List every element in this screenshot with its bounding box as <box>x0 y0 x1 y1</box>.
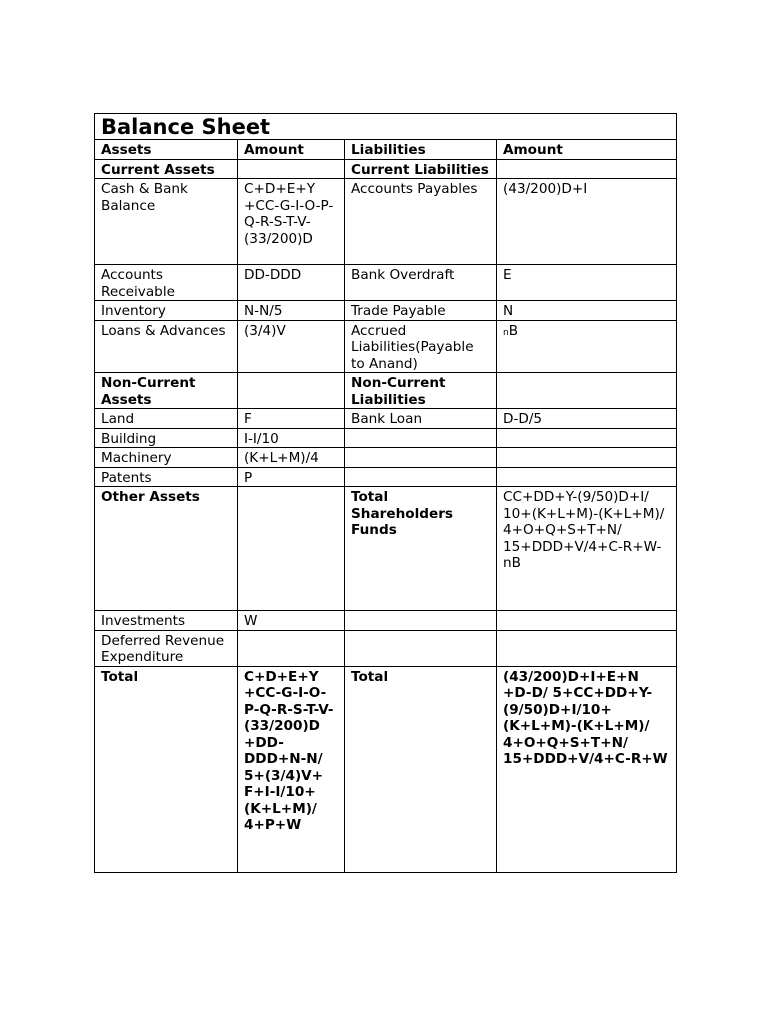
asset-amount: P <box>238 467 345 487</box>
asset-amount <box>238 630 345 666</box>
liability-amount <box>497 159 677 179</box>
balance-sheet-table <box>94 113 677 873</box>
liability-amount <box>497 428 677 448</box>
header-assets-amount: Amount <box>238 140 345 160</box>
table-row <box>95 179 677 265</box>
liability-label <box>345 448 497 468</box>
table-row <box>95 467 677 487</box>
asset-amount <box>238 373 345 409</box>
asset-label: Current Assets <box>95 159 238 179</box>
asset-amount: W <box>238 611 345 631</box>
header-assets: Assets <box>95 140 238 160</box>
table-row <box>95 611 677 631</box>
asset-label: Non-Current Assets <box>95 373 238 409</box>
page-title: Balance Sheet <box>95 114 677 140</box>
asset-label: Land <box>95 409 238 429</box>
liability-label: Total <box>345 666 497 872</box>
liability-label: Current Liabilities <box>345 159 497 179</box>
table-row <box>95 448 677 468</box>
liability-amount: E <box>497 265 677 301</box>
liability-amount <box>497 448 677 468</box>
asset-label: Inventory <box>95 301 238 321</box>
header-liabilities: Liabilities <box>345 140 497 160</box>
table-row <box>95 630 677 666</box>
asset-amount: I-I/10 <box>238 428 345 448</box>
liability-label: Bank Loan <box>345 409 497 429</box>
table-row <box>95 159 677 179</box>
table-row <box>95 487 677 611</box>
asset-label: Other Assets <box>95 487 238 611</box>
asset-amount: N-N/5 <box>238 301 345 321</box>
subscript-text: n <box>503 327 509 338</box>
header-liabilities-amount: Amount <box>497 140 677 160</box>
asset-amount: F <box>238 409 345 429</box>
asset-label: Machinery <box>95 448 238 468</box>
asset-label: Cash & Bank Balance <box>95 179 238 265</box>
asset-amount <box>238 487 345 611</box>
liability-amount: N <box>497 301 677 321</box>
table-row <box>95 320 677 373</box>
liability-label: Bank Overdraft <box>345 265 497 301</box>
liability-label: Non-Current Liabilities <box>345 373 497 409</box>
liability-amount: CC+DD+Y-(9/50)D+I/ 10+(K+L+M)-(K+L+M)/ 4+O+Q+S+T+N/ 15+DDD+V/4+C-R+W-nB <box>497 487 677 611</box>
liability-label: Total Shareholders Funds <box>345 487 497 611</box>
asset-label: Loans & Advances <box>95 320 238 373</box>
liability-amount <box>497 611 677 631</box>
liability-amount <box>497 373 677 409</box>
liability-amount: D-D/5 <box>497 409 677 429</box>
asset-label: Patents <box>95 467 238 487</box>
table-row <box>95 373 677 409</box>
liability-amount: (43/200)D+I <box>497 179 677 265</box>
asset-label: Deferred Revenue Expenditure <box>95 630 238 666</box>
liability-amount <box>497 320 677 373</box>
header-row <box>95 140 677 160</box>
liability-amount <box>497 467 677 487</box>
liability-label <box>345 428 497 448</box>
asset-amount: DD-DDD <box>238 265 345 301</box>
liability-amount: (43/200)D+I+E+N +D-D/ 5+CC+DD+Y-(9/50)D+I/10+ (K+L+M)-(K+L+M)/ 4+O+Q+S+T+N/ 15+DDD+V/4+C-R+W <box>497 666 677 872</box>
liability-label: Trade Payable <box>345 301 497 321</box>
table-row <box>95 265 677 301</box>
asset-amount: C+D+E+Y +CC-G-I-O-P-Q-R-S-T-V-(33/200)D <box>238 179 345 265</box>
amount-text: B <box>508 322 519 339</box>
asset-amount: (3/4)V <box>238 320 345 373</box>
liability-label <box>345 630 497 666</box>
liability-label <box>345 467 497 487</box>
asset-label: Investments <box>95 611 238 631</box>
asset-amount <box>238 159 345 179</box>
asset-label: Accounts Receivable <box>95 265 238 301</box>
asset-amount: (K+L+M)/4 <box>238 448 345 468</box>
title-row <box>95 114 677 140</box>
liability-amount <box>497 630 677 666</box>
asset-label: Building <box>95 428 238 448</box>
asset-label: Total <box>95 666 238 872</box>
asset-amount: C+D+E+Y +CC-G-I-O-P-Q-R-S-T-V-(33/200)D +DD-DDD+N-N/ 5+(3/4)V+ F+I-I/10+ (K+L+M)/ 4+P+W <box>238 666 345 872</box>
table-row <box>95 428 677 448</box>
liability-label <box>345 611 497 631</box>
liability-label: Accounts Payables <box>345 179 497 265</box>
table-row <box>95 409 677 429</box>
table-row <box>95 666 677 872</box>
liability-label: Accrued Liabilities(Payable to Anand) <box>345 320 497 373</box>
table-row <box>95 301 677 321</box>
table-body <box>95 159 677 872</box>
